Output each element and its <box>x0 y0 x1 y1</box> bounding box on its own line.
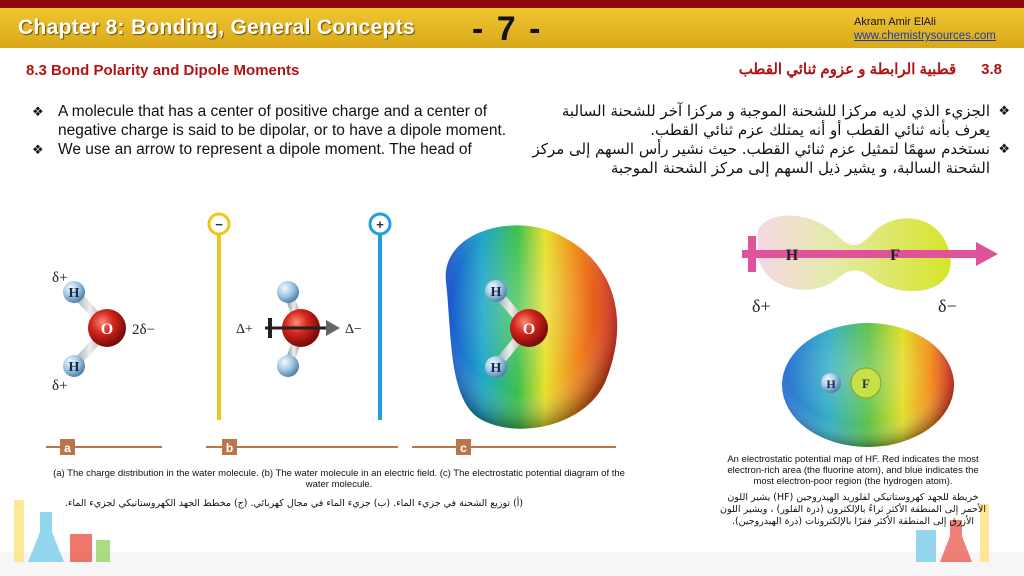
english-bullet-1: ❖ A molecule that has a center of positive charge and a center of negative charge is said to be dipolar, or to have a dipole moment. <box>30 102 520 140</box>
chapter-title: Chapter 8: Bonding, General Concepts <box>18 16 416 39</box>
delta-minus-b: Δ− <box>345 322 362 337</box>
hf-caption-arabic: خريطة للجهد كهروستاتيكي لفلوريد الهيدروجين (HF) يشير اللون الأحمر إلى المنطقة الأكثر ثراءً بالإلكترون (ذرة الفلور) ، ويشير اللون الأزرق إلى المنطقة الأكثر فقرًا بالإلكترونات (ذرة الهيدروجين). <box>720 492 986 527</box>
hf-map-h-label: H <box>826 377 836 391</box>
test-tube-icon <box>14 500 24 562</box>
arabic-bullet-2: ❖ نستخدم سهمًا لتمثيل عزم ثنائي القطب. حيث نشير رأس السهم إلى مركز الشحنة السالبة، و يشير ذيل السهم إلى مركز الشحنة الموجبة <box>528 140 1012 178</box>
delta-plus-bottom: δ+ <box>52 378 68 394</box>
delta-plus-b: Δ+ <box>236 322 253 337</box>
hf-h-label: H <box>785 247 799 264</box>
water-caption-english: (a) The charge distribution in the water molecule. (b) The water molecule in an electric field. (c) The electrostatic potential diagram of the water molecule. <box>53 468 625 490</box>
hydrogen-label-bottom: H <box>68 360 80 375</box>
bottom-shelf <box>0 552 1024 576</box>
hf-map-f-label: F <box>862 376 870 391</box>
hf-dipole-arrow-shaft <box>742 250 980 258</box>
beaker-right-icon <box>916 530 936 562</box>
panel-c-label: c <box>460 441 467 455</box>
hf-figure <box>742 216 998 447</box>
beaker-small-icon <box>96 540 110 562</box>
author-name: Akram Amir ElAli <box>854 16 936 28</box>
hf-caption-english: An electrostatic potential map of HF. Red indicates the most electron-rich area (the fluorine atom), and blue indicates the most electron-poor region (the hydrogen atom). <box>727 454 979 487</box>
panel-b-label: b <box>225 441 234 455</box>
panel-c <box>412 225 617 455</box>
arabic-bullet-1: ❖ الجزيء الذي لديه مركزا للشحنة الموجبة و مركزا آخر للشحنة السالبة يعرف بأنه ثنائي القطب أو أنه يمتلك عزم ثنائي القطب. <box>528 102 1012 140</box>
hydrogen-label-c-bottom: H <box>490 361 502 376</box>
panel-a-label: a <box>64 441 71 455</box>
hydrogen-atom-b-bottom <box>277 355 299 377</box>
negative-sign: − <box>215 217 223 232</box>
hf-dipole-arrow-head <box>976 242 998 266</box>
section-number-arabic: 3.8 <box>981 61 1002 78</box>
oxygen-label: O <box>100 321 114 338</box>
delta-plus-top: δ+ <box>52 270 68 286</box>
delta-minus-label: 2δ− <box>132 322 156 338</box>
page-number: - 7 - <box>472 10 543 48</box>
panel-b <box>206 214 398 455</box>
website-link[interactable]: www.chemistrysources.com <box>854 30 996 42</box>
water-caption-arabic: (أ) توزيع الشحنة في جزيء الماء. (ب) جزيء الماء في مجال كهربائي. (ج) مخطط الجهد الكهروستاتيكي لجزيء الماء. <box>64 498 524 509</box>
flask-icon <box>28 512 64 562</box>
hf-f-label: F <box>890 247 900 264</box>
hydrogen-atom-b-top <box>277 281 299 303</box>
beaker-icon <box>70 534 92 562</box>
hydrogen-label-top: H <box>68 286 80 301</box>
panel-a <box>46 270 162 455</box>
hf-dipole-arrow-tail <box>748 236 756 272</box>
hf-delta-plus: δ+ <box>752 296 771 316</box>
section-heading-arabic: قطبية الرابطة و عزوم ثنائي القطب <box>738 61 957 78</box>
english-bullet-2: ❖ We use an arrow to represent a dipole moment. The head of <box>30 140 520 159</box>
dipole-arrow-head <box>326 320 340 336</box>
positive-sign: + <box>376 217 384 232</box>
oxygen-label-c: O <box>522 321 536 338</box>
hydrogen-label-c-top: H <box>490 285 502 300</box>
section-title-english: 8.3 Bond Polarity and Dipole Moments <box>26 62 300 79</box>
hf-delta-minus: δ− <box>938 296 957 316</box>
